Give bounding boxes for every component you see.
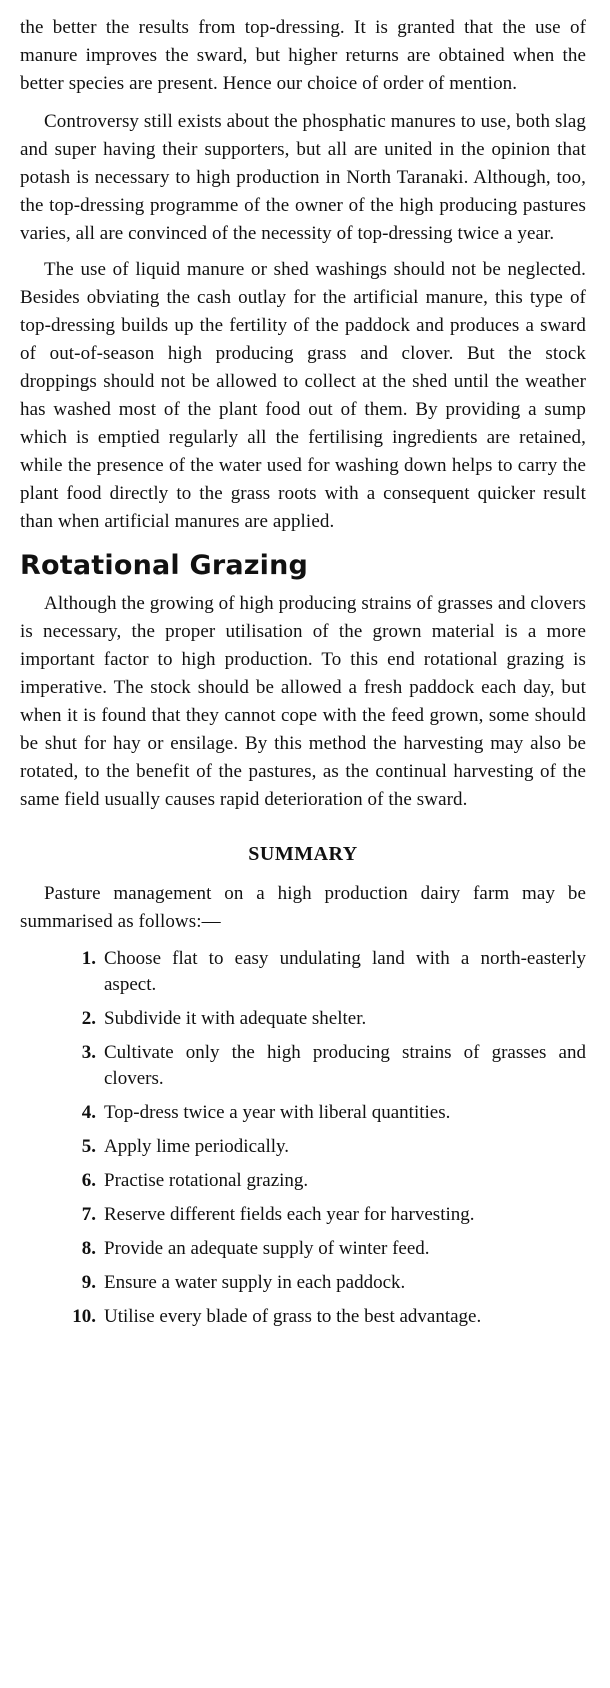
list-item-text: Top-dress twice a year with liberal quantities.: [104, 1102, 451, 1123]
paragraph-rotational-grazing: Although the growing of high producing strains of grasses and clovers is necessary, the proper utilisation of the grown material is a more important factor to high production. To this end rotational grazing is imperative. The stock should be allowed a fresh paddock each day, but when it is found that they cannot cope with the feed grown, some should be shut for hay or ensilage. By this method the harvesting may also be rotated, to the benefit of the pastures, as the continual harvesting of the same field usually causes rapid deterioration of the sward.: [20, 593, 586, 810]
section-heading-rotational-grazing: Rotational Grazing: [20, 550, 309, 581]
list-item-number: 2.: [81, 1008, 96, 1029]
list-item-text: Reserve different fields each year for harvesting.: [104, 1204, 475, 1225]
list-item-number: 8.: [81, 1238, 96, 1259]
list-item-number: 9.: [81, 1272, 96, 1293]
paragraph-continuation: the better the results from top-dressing. It is granted that the use of manure improves the sward, but higher returns are obtained when the better species are present. Hence our choice of order of mention.: [20, 17, 586, 94]
summary-list-item: [20, 1040, 586, 1092]
list-item-text: Subdivide it with adequate shelter.: [104, 1008, 367, 1029]
summary-list-item: [20, 1304, 586, 1330]
summary-list: [20, 946, 586, 1330]
list-item-text: Choose flat to easy undulating land with a north-easterly aspect.: [104, 948, 586, 995]
summary-list-item: [20, 946, 586, 998]
list-item-text: Utilise every blade of grass to the best advantage.: [104, 1306, 482, 1327]
paragraph-liquid-manure: The use of liquid manure or shed washings should not be neglected. Besides obviating the cash outlay for the artificial manure, this type of top-dressing builds up the fertility of the paddock and produces a sward of out-of-season high producing grass and clover. But the stock droppings should not be allowed to collect at the shed until the weather has washed most of the plant food out of them. By providing a sump which is emptied regularly all the fertilising ingredients are retained, while the presence of the water used for washing down helps to carry the plant food directly to the grass roots with a consequent quicker result than when artificial manures are applied.: [20, 259, 586, 532]
document-page: [20, 0, 586, 1338]
summary-list-item: [20, 1236, 586, 1262]
list-item-text: Apply lime periodically.: [104, 1136, 290, 1157]
summary-list-item: [20, 1270, 586, 1296]
summary-list-item: [20, 1134, 586, 1160]
paragraph-phosphatic-manures: Controversy still exists about the phosphatic manures to use, both slag and super having their supporters, but all are united in the opinion that potash is necessary to high production in North Taranaki. Although, too, the top-dressing programme of the owner of the high producing pastures varies, all are convinced of the necessity of top-dressing twice a year.: [20, 111, 586, 244]
summary-list-item: [20, 1100, 586, 1126]
list-item-text: Ensure a water supply in each paddock.: [104, 1272, 406, 1293]
summary-list-item: [20, 1202, 586, 1228]
list-item-text: Cultivate only the high producing strains of grasses and clovers.: [104, 1042, 586, 1089]
list-item-number: 5.: [81, 1136, 96, 1157]
summary-intro: Pasture management on a high production dairy farm may be summarised as follows:—: [20, 883, 586, 932]
list-item-number: 7.: [81, 1204, 96, 1225]
list-item-number: 6.: [81, 1170, 96, 1191]
list-item-text: Practise rotational grazing.: [104, 1170, 309, 1191]
list-item-number: 1.: [81, 948, 96, 969]
list-item-number: 4.: [81, 1102, 96, 1123]
summary-title: SUMMARY: [248, 843, 358, 865]
summary-list-item: [20, 1168, 586, 1194]
list-item-number: 3.: [81, 1042, 96, 1063]
list-item-number: 10.: [72, 1306, 96, 1327]
summary-list-item: [20, 1006, 586, 1032]
list-item-text: Provide an adequate supply of winter feed.: [104, 1238, 430, 1259]
